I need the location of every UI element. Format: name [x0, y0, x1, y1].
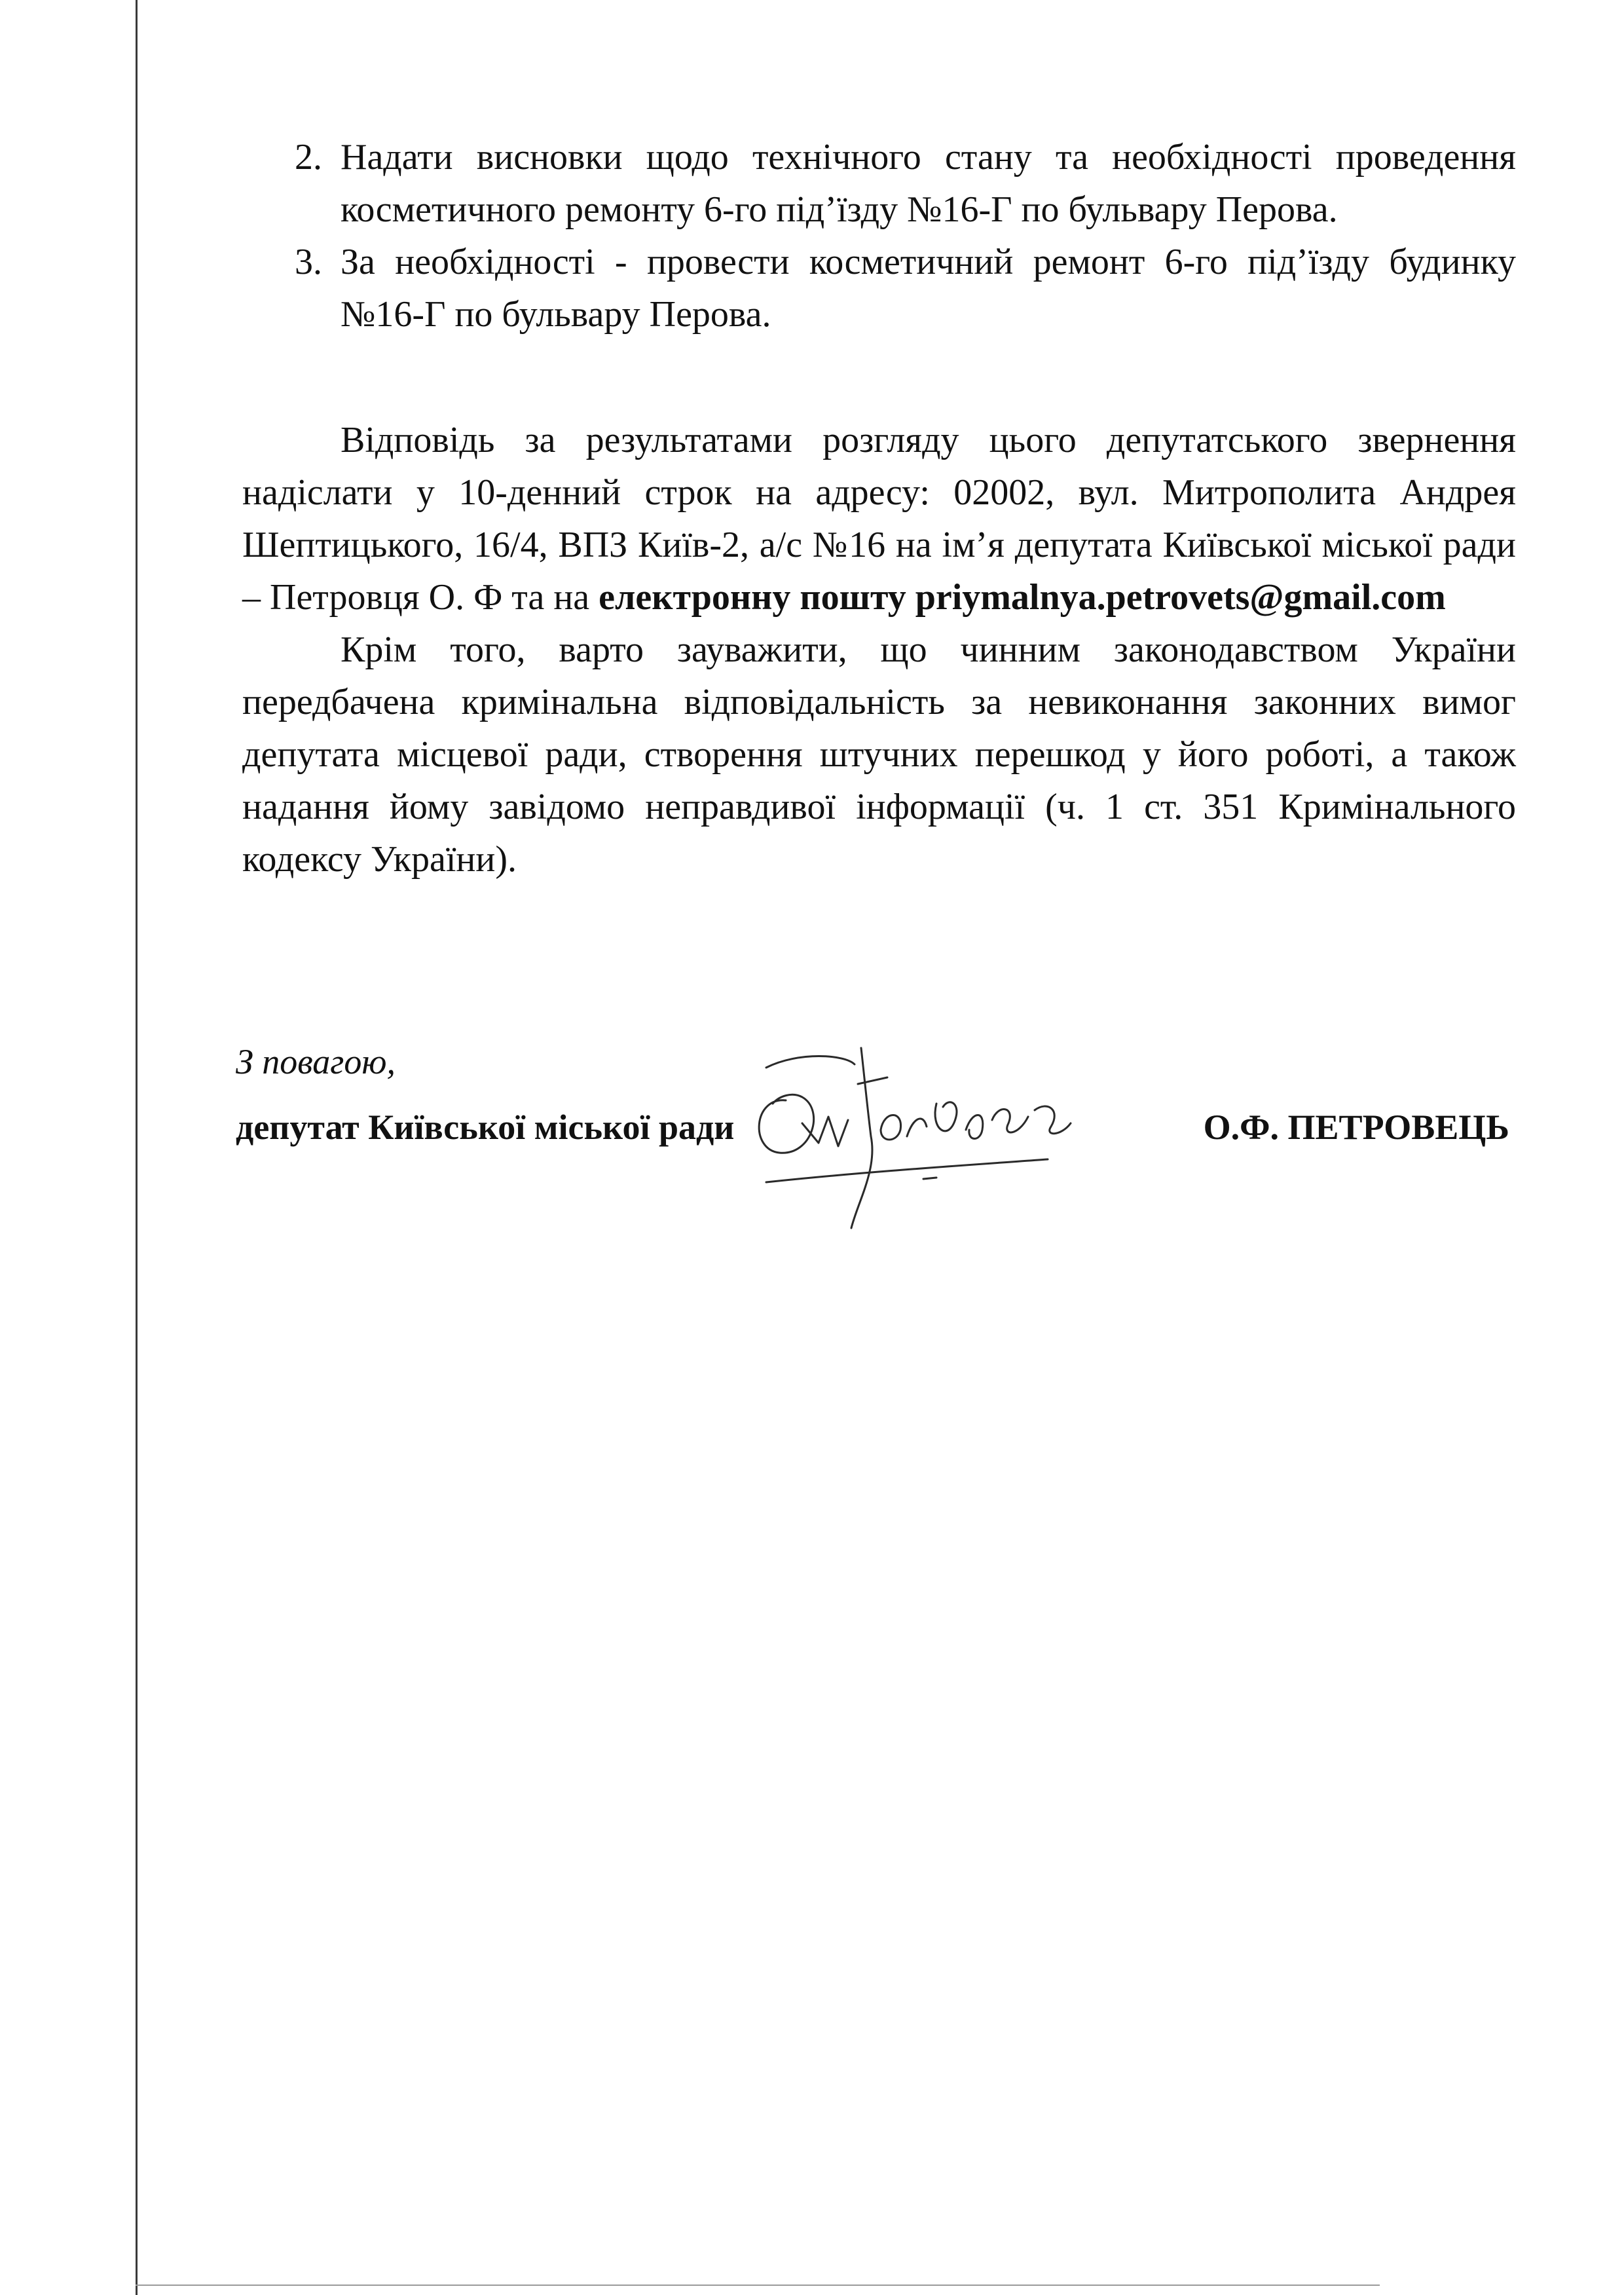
- response-text: Відповідь за результатами розгляду цього депутатського звернення надіслати у 10-денний строк на адресу: 02002, вул. Митрополита Андрея Шептицького, 16/4, ВПЗ Київ-2, а/с №16 на ім’я депутата Київської міської ради – Петровця О. Ф та на: [242, 420, 1516, 618]
- scan-left-edge: [136, 0, 138, 2295]
- list-item-text: Надати висновки щодо технічного стану та необхідності проведення косметичного ремонту 6-го під’їзду №16-Г по бульвару Перова.: [341, 137, 1516, 230]
- signer-position: депутат Київської міської ради: [236, 1108, 735, 1147]
- closing-phrase: З повагою,: [236, 1042, 396, 1081]
- email-label: електронну пошту: [599, 577, 906, 618]
- signature-block: [236, 1041, 1519, 1251]
- request-list: [242, 131, 1516, 341]
- document-body: [242, 131, 1516, 886]
- handwritten-signature: [740, 1038, 1120, 1235]
- list-item-number: 2.: [295, 137, 322, 177]
- email-address: priymalnya.petrovets@gmail.com: [915, 577, 1446, 618]
- response-paragraph: [242, 414, 1516, 624]
- list-item: [242, 236, 1516, 341]
- liability-paragraph: Крім того, варто зауважити, що чинним законодавством України передбачена кримінальна відповідальність за невиконання законних вимог депутата місцевої ради, створення штучних перешкод у його роботі, а також надання йому завідомо неправдивої інформації (ч. 1 ст. 351 Кримінального кодексу України).: [242, 629, 1516, 880]
- list-item-text: За необхідності - провести косметичний ремонт 6-го під’їзду будинку №16-Г по бульвару Перова.: [341, 242, 1516, 335]
- scan-bottom-edge: [136, 2285, 1380, 2286]
- list-item-number: 3.: [295, 242, 322, 282]
- signer-name: О.Ф. ПЕТРОВЕЦЬ: [1203, 1108, 1509, 1147]
- list-item: [242, 131, 1516, 236]
